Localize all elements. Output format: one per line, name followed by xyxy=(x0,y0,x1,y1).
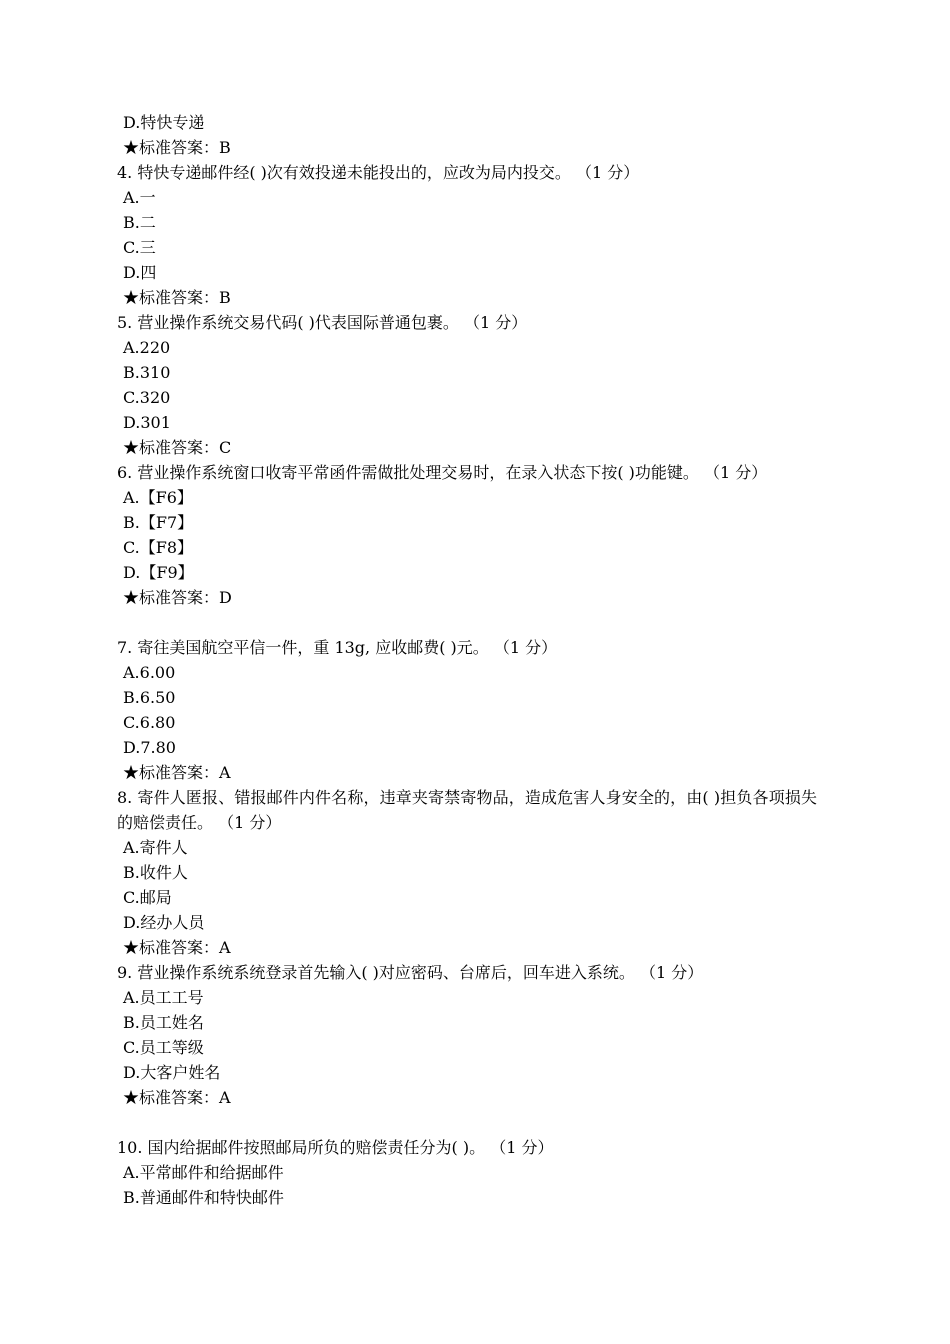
answer-option: C.员工等级 xyxy=(123,1038,204,1057)
standard-answer: ★标准答案：A xyxy=(123,1088,231,1107)
answer-option: A.员工工号 xyxy=(123,988,204,1007)
answer-option: C.三 xyxy=(123,238,156,257)
document-page xyxy=(117,110,817,1210)
standard-answer: ★标准答案：B xyxy=(123,138,231,157)
answer-option: B.收件人 xyxy=(123,863,188,882)
answer-option: D.大客户姓名 xyxy=(123,1063,221,1082)
answer-option: C.【F8】 xyxy=(123,538,194,557)
answer-option: B.6.50 xyxy=(123,688,176,707)
answer-option: A.6.00 xyxy=(123,663,176,682)
standard-answer: ★标准答案：D xyxy=(123,588,232,607)
answer-option: C.320 xyxy=(123,388,171,407)
standard-answer: ★标准答案：A xyxy=(123,763,231,782)
question-text: 10. 国内给据邮件按照邮局所负的赔偿责任分为( )。 （1 分） xyxy=(117,1138,554,1157)
answer-option: D.7.80 xyxy=(123,738,176,757)
blank-line xyxy=(117,1110,817,1135)
answer-option: D.【F9】 xyxy=(123,563,194,582)
question-text: 7. 寄往美国航空平信一件，重 13g, 应收邮费( )元。 （1 分） xyxy=(117,638,558,657)
answer-option: B.二 xyxy=(123,213,156,232)
standard-answer: ★标准答案：A xyxy=(123,938,231,957)
answer-option: B.普通邮件和特快邮件 xyxy=(123,1188,284,1207)
answer-option: C.邮局 xyxy=(123,888,172,907)
question-text: 9. 营业操作系统系统登录首先输入( )对应密码、台席后，回车进入系统。 （1 分） xyxy=(117,963,704,982)
answer-option: C.6.80 xyxy=(123,713,176,732)
answer-option: D.经办人员 xyxy=(123,913,205,932)
answer-option: A.【F6】 xyxy=(123,488,193,507)
answer-option: D.301 xyxy=(123,413,171,432)
answer-option: D.特快专递 xyxy=(123,113,205,132)
answer-option: A.寄件人 xyxy=(123,838,188,857)
answer-option: B.310 xyxy=(123,363,171,382)
question-text: 5. 营业操作系统交易代码( )代表国际普通包裹。 （1 分） xyxy=(117,313,528,332)
standard-answer: ★标准答案：C xyxy=(123,438,232,457)
answer-option: A.220 xyxy=(123,338,171,357)
answer-option: D.四 xyxy=(123,263,157,282)
answer-option: B.【F7】 xyxy=(123,513,194,532)
answer-option: A.一 xyxy=(123,188,156,207)
answer-option: A.平常邮件和给据邮件 xyxy=(123,1163,284,1182)
question-text: 8. 寄件人匿报、错报邮件内件名称，违章夹寄禁寄物品，造成危害人身安全的，由( )担负各项损失的赔偿责任。 （1 分） xyxy=(117,788,817,832)
answer-option: B.员工姓名 xyxy=(123,1013,204,1032)
question-text: 4. 特快专递邮件经( )次有效投递未能投出的，应改为局内投交。 （1 分） xyxy=(117,163,640,182)
blank-line xyxy=(117,610,817,635)
question-text: 6. 营业操作系统窗口收寄平常函件需做批处理交易时，在录入状态下按( )功能键。 （1 分） xyxy=(117,463,768,482)
standard-answer: ★标准答案：B xyxy=(123,288,231,307)
